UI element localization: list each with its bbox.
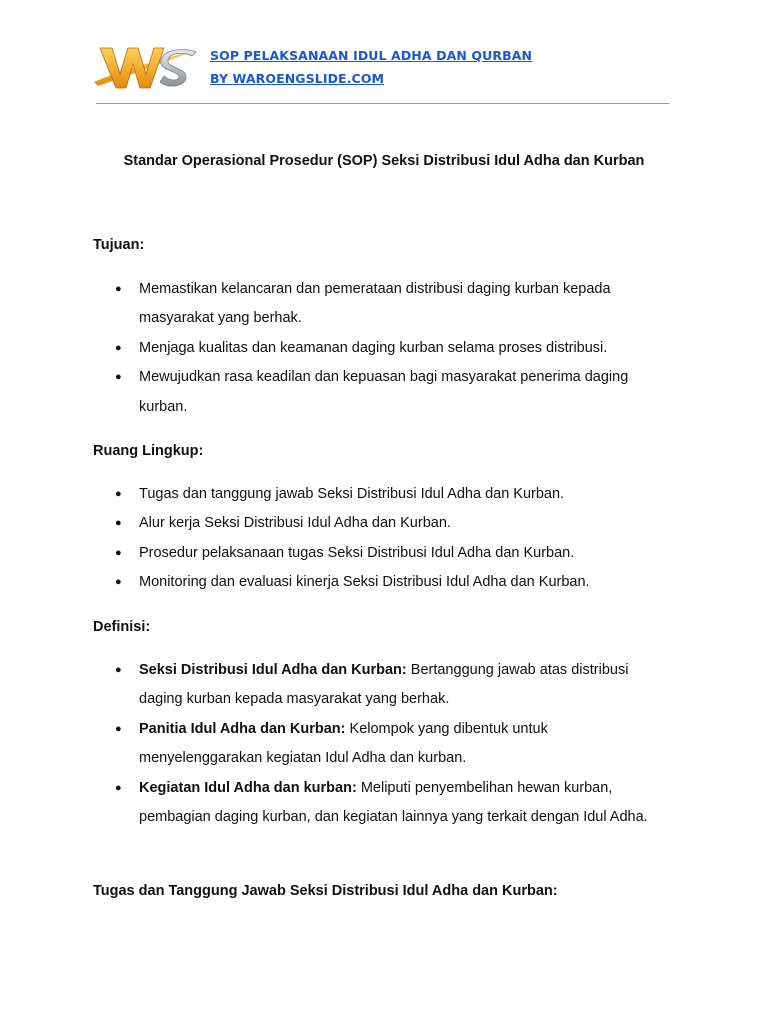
list-item: ● Memastikan kelancaran dan pemerataan distribusi daging kurban kepada masyarakat yang berhak. [93, 275, 673, 334]
definition-text: Kelompok yang dibentuk untuk menyelenggarakan kegiatan Idul Adha dan kurban. [139, 720, 548, 767]
waroengslide-logo [92, 40, 200, 96]
header-divider [96, 103, 669, 104]
list-item: ● Tugas dan tanggung jawab Seksi Distribusi Idul Adha dan Kurban. [93, 480, 673, 509]
document-title: Standar Operasional Prosedur (SOP) Seksi Distribusi Idul Adha dan Kurban [123, 153, 645, 169]
website-link[interactable]: BY WAROENGSLIDE.COM [210, 71, 385, 86]
list-item: ● Alur kerja Seksi Distribusi Idul Adha dan Kurban. [93, 509, 673, 538]
list-item [93, 774, 673, 833]
definition-text: Bertanggung jawab atas distribusi daging kurban kepada masyarakat yang berhak. [139, 662, 629, 708]
bullet-icon: ● [115, 546, 122, 559]
bullet-icon: ● [115, 341, 122, 354]
bullet-icon: ● [115, 283, 122, 295]
list-item [93, 656, 673, 715]
bullet-icon: ● [115, 371, 122, 384]
ruang-lingkup-list [93, 480, 673, 598]
bullet-icon: ● [115, 488, 122, 500]
bullet-icon: ● [115, 576, 122, 589]
list-item: ● Mewujudkan rasa keadilan dan kepuasan bagi masyarakat penerima daging kurban. [93, 363, 673, 422]
definition-text: Meliputi penyembelihan hewan kurban, pembagian daging kurban, dan kegiatan lainnya yang terkait dengan Idul Adha. [139, 779, 648, 826]
section-heading-tujuan: Tujuan: [93, 237, 145, 253]
tujuan-list [93, 275, 673, 422]
definisi-list [93, 656, 673, 832]
definition-term: Seksi Distribusi Idul Adha dan Kurban: [139, 662, 407, 678]
list-item: ● Menjaga kualitas dan keamanan daging kurban selama proses distribusi. [93, 334, 673, 363]
sop-title-link[interactable]: SOP PELAKSANAAN IDUL ADHA DAN QURBAN [210, 48, 533, 63]
section-heading-tugas: Tugas dan Tanggung Jawab Seksi Distribusi Idul Adha dan Kurban: [93, 883, 558, 899]
section-heading-ruang-lingkup: Ruang Lingkup: [93, 443, 204, 459]
list-item [93, 715, 673, 774]
definition-term: Kegiatan Idul Adha dan kurban: [139, 779, 357, 796]
bullet-icon: ● [115, 722, 122, 735]
list-item: ● Prosedur pelaksanaan tugas Seksi Distribusi Idul Adha dan Kurban. [93, 539, 673, 568]
bullet-icon: ● [115, 517, 122, 530]
definition-term: Panitia Idul Adha dan Kurban: [139, 720, 346, 737]
bullet-icon: ● [115, 664, 122, 676]
header-links [210, 44, 532, 90]
section-heading-definisi: Definisi: [93, 619, 151, 635]
bullet-icon: ● [115, 781, 122, 794]
list-item: ● Monitoring dan evaluasi kinerja Seksi Distribusi Idul Adha dan Kurban. [93, 568, 673, 597]
